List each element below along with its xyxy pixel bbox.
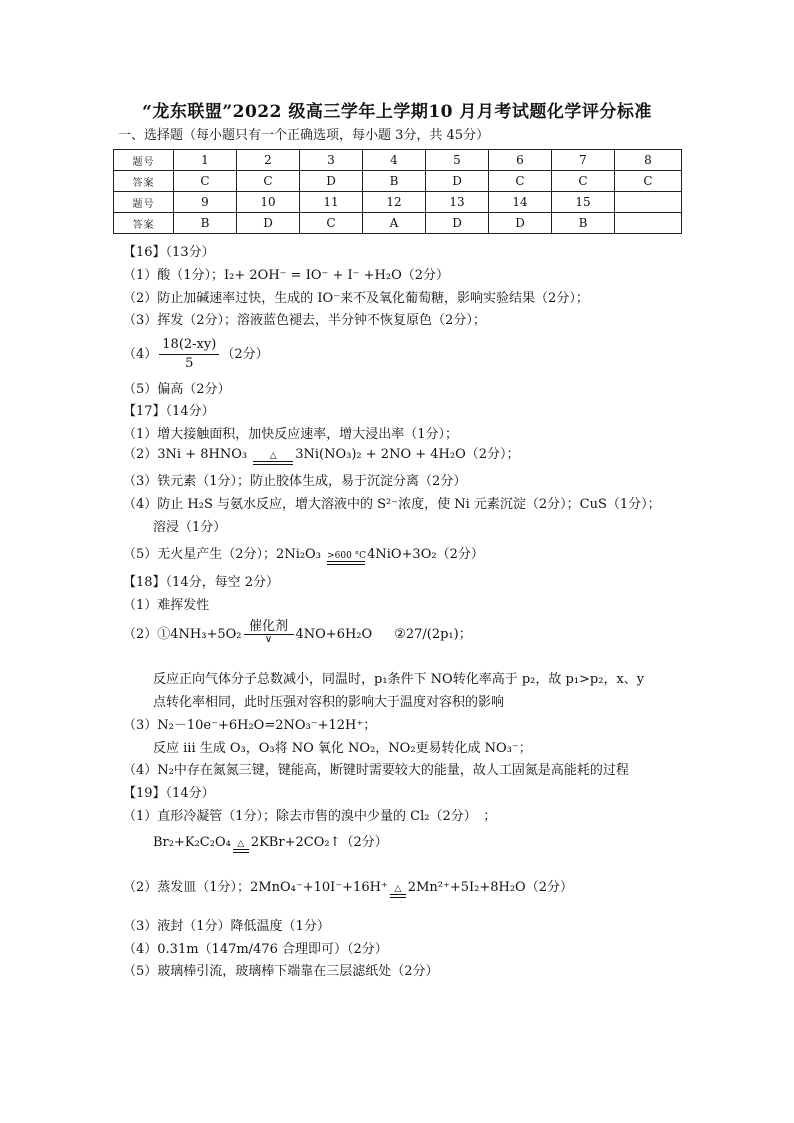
table-cell: 9 (174, 192, 237, 213)
reaction-condition (390, 884, 406, 898)
table-cell: 5 (426, 150, 489, 171)
fraction-numerator: 18(2-xy) (159, 336, 219, 355)
q18-line-5: （3）N₂－10e⁻+6H₂O=2NO₃⁻+12H⁺； (123, 718, 377, 733)
table-cell: 1 (174, 150, 237, 171)
table-cell: 8 (615, 150, 682, 171)
equal-sign (390, 894, 406, 898)
q17-line-1: （1）增大接触面积，加快反应速率，增大浸出率（1分）； (123, 427, 459, 442)
q19-line-3-suffix: 2Mn²⁺+5I₂+8H₂O（2分） (407, 880, 573, 895)
q16-line-2: （2）防止加碱速率过快，生成的 IO⁻来不及氧化葡萄糖，影响实验结果（2分）； (123, 291, 589, 306)
table-cell: D (237, 213, 300, 234)
q18-heading: 【18】（14分，每空 2分） (123, 575, 279, 590)
answer-table (113, 149, 682, 234)
q17-line-4b: 溶浸（1分） (153, 520, 227, 535)
table-cell (615, 192, 682, 213)
reaction-condition (233, 839, 249, 853)
q18-line-2-prefix: （2）①4NH₃+5O₂ (123, 627, 242, 642)
q19-line-5: （4）0.31m（147m/476 合理即可）（2分） (123, 942, 388, 957)
table-cell: 13 (426, 192, 489, 213)
table-cell: 6 (489, 150, 552, 171)
table-cell: 3 (300, 150, 363, 171)
q17-line-5 (123, 545, 484, 565)
reaction-condition (327, 551, 365, 565)
table-cell: C (489, 171, 552, 192)
q18-line-6: 反应 iii 生成 O₃，O₃将 NO 氧化 NO₂，NO₂更易转化成 NO₃⁻； (153, 741, 532, 756)
q18-line-4: 点转化率相同，此时压强对容积的影响大于温度对容积的影响 (153, 695, 505, 710)
table-cell: B (363, 171, 426, 192)
q19-line-2-prefix: Br₂+K₂C₂O₄ (153, 835, 231, 850)
table-cell: C (615, 171, 682, 192)
q17-line-5-suffix: 4NiO+3O₂（2分） (367, 547, 484, 562)
table-row (114, 213, 682, 234)
table-cell: 12 (363, 192, 426, 213)
table-cell: 10 (237, 192, 300, 213)
q19-line-2-suffix: 2KBr+2CO₂↑（2分） (250, 835, 388, 850)
q19-line-2 (153, 833, 388, 853)
section-heading: 一、选择题（每小题只有一个正确选项，每小题 3分，共 45分） (118, 128, 490, 143)
table-cell: C (174, 171, 237, 192)
table-cell: 11 (300, 192, 363, 213)
q19-line-4: （3）液封（1分）降低温度（1分） (123, 919, 330, 934)
table-cell: B (174, 213, 237, 234)
q17-line-2-prefix: （2）3Ni + 8HNO₃ (123, 447, 248, 462)
reaction-condition (253, 451, 293, 465)
condition-label: △ (237, 839, 245, 849)
equal-sign (327, 561, 365, 565)
condition-label: >600 °C (327, 551, 367, 561)
q16-line-3: （3）挥发（2分）；溶液蓝色褪去，半分钟不恢复原色（2分）； (123, 313, 486, 328)
q17-line-2 (123, 445, 520, 465)
q16-line-5: （5）偏高（2分） (123, 382, 231, 397)
equal-sign (233, 849, 249, 853)
q16-line-4 (123, 336, 269, 373)
q19-line-3 (123, 878, 573, 898)
table-cell: D (300, 171, 363, 192)
table-cell: D (426, 171, 489, 192)
q16-line-4-suffix: （2分） (221, 347, 269, 362)
table-cell: C (552, 171, 615, 192)
condition-label: △ (269, 451, 277, 461)
q19-line-3-prefix: （2）蒸发皿（1分）；2MnO₄⁻+10I⁻+16H⁺ (123, 880, 388, 895)
q19-heading: 【19】（14分） (123, 786, 215, 801)
q17-line-5-prefix: （5）无火星产生（2分）；2Ni₂O₃ (123, 547, 321, 562)
q17-line-3: （3）铁元素（1分）；防止胶体生成，易于沉淀分离（2分） (123, 474, 467, 489)
table-cell: C (237, 171, 300, 192)
table-cell: 15 (552, 192, 615, 213)
q18-line-7: （4）N₂中存在氮氮三键，键能高，断键时需要较大的能量，故人工固氮是高能耗的过程 (123, 763, 629, 778)
table-cell: D (489, 213, 552, 234)
table-row (114, 171, 682, 192)
q16-line-1: （1）酸（1分）；I₂+ 2OH⁻ = IO⁻ + I⁻ +H₂O（2分） (123, 268, 450, 283)
q17-line-2-suffix: 3Ni(NO₃)₂ + 2NO + 4H₂O（2分）； (295, 447, 520, 462)
table-row (114, 192, 682, 213)
q18-line-3: 反应正向气体分子总数减小，同温时，p₁条件下 NO转化率高于 p₂，故 p₁>p₂，x、y (153, 672, 645, 687)
condition-symbol: ∨ (264, 634, 273, 645)
q18-line-2 (123, 619, 472, 645)
condition-label: △ (394, 884, 402, 894)
condition-label: 催化剂 (248, 619, 288, 634)
table-cell: 答案 (114, 171, 174, 192)
q16-heading: 【16】（13分） (123, 245, 215, 260)
q17-line-4a: （4）防止 H₂S 与氨水反应，增大溶液中的 S²⁻浓度，使 Ni 元素沉淀（2分）；CuS（1分）； (123, 497, 661, 512)
q16-line-4-prefix: （4） (123, 347, 158, 362)
table-cell: 2 (237, 150, 300, 171)
table-cell: 7 (552, 150, 615, 171)
table-row (114, 150, 682, 171)
table-cell: B (552, 213, 615, 234)
reaction-condition (244, 619, 294, 645)
q18-line-2-suffix: 4NO+6H₂O (295, 627, 373, 642)
table-cell: 4 (363, 150, 426, 171)
table-cell: 答案 (114, 213, 174, 234)
table-cell: C (300, 213, 363, 234)
table-cell (615, 213, 682, 234)
fraction-denominator: 5 (185, 356, 194, 371)
q19-line-6: （5）玻璃棒引流，玻璃棒下端靠在三层滤纸处（2分） (123, 964, 439, 979)
equal-sign (253, 461, 293, 465)
q18-line-2b: ②27/(2p₁)； (394, 627, 472, 642)
table-cell: A (363, 213, 426, 234)
fraction (159, 336, 219, 373)
q19-line-1: （1）直形冷凝管（1分）；除去市售的溴中少量的 Cl₂（2分） ； (123, 809, 497, 824)
q17-heading: 【17】（14分） (123, 404, 215, 419)
table-cell: 14 (489, 192, 552, 213)
q18-line-1: （1）难挥发性 (123, 598, 210, 613)
page-title: “龙东联盟”2022 级高三学年上学期10 月月考试题化学评分标准 (142, 102, 652, 122)
table-cell: D (426, 213, 489, 234)
table-cell: 题号 (114, 192, 174, 213)
table-cell: 题号 (114, 150, 174, 171)
